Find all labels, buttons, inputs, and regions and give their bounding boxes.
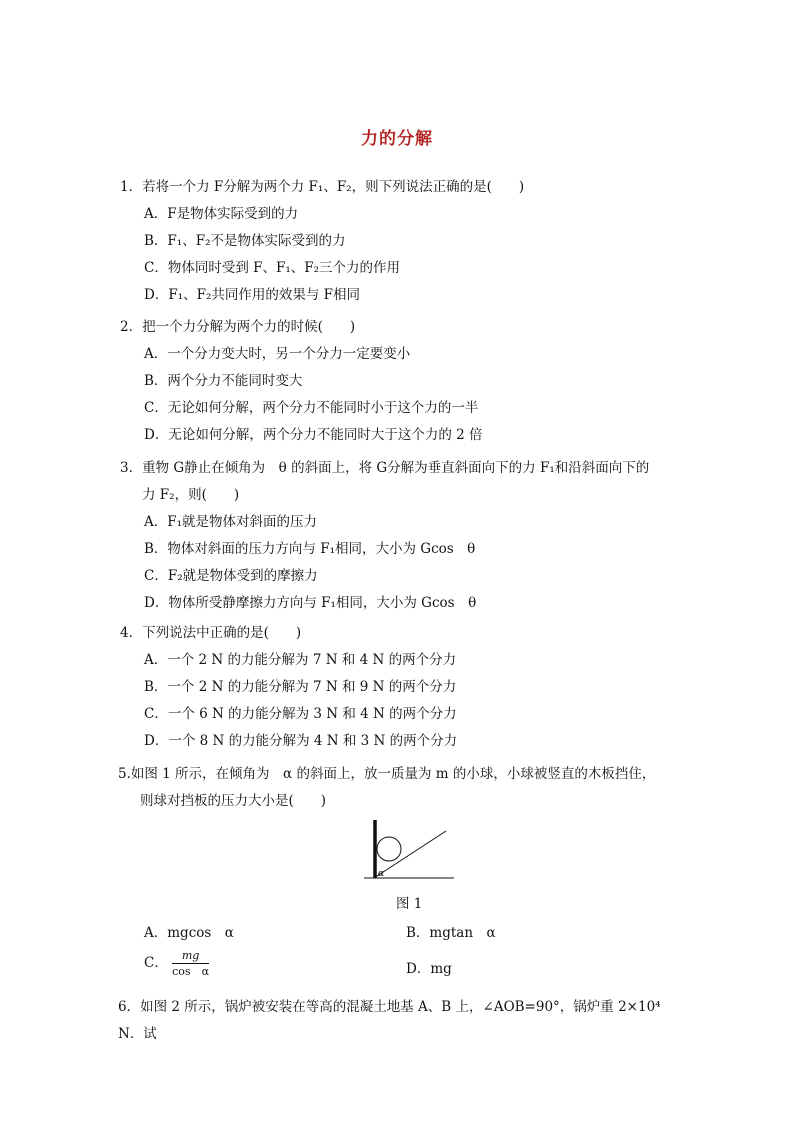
question-2	[120, 314, 680, 449]
question-6	[118, 994, 688, 1048]
question-5-option-b: B．mgtan α	[406, 925, 496, 941]
question-3-option-c: C．F₂就是物体受到的摩擦力	[144, 568, 318, 584]
ball	[377, 837, 401, 861]
question-1-option-a: A．F是物体实际受到的力	[144, 206, 299, 222]
question-3-option-d: D．物体所受静摩擦力方向与 F₁相同，大小为 Gcos θ	[144, 595, 477, 611]
question-1-option-c: C．物体同时受到 F、F₁、F₂三个力的作用	[144, 260, 401, 276]
question-5-stem-line1: 5.如图 1 所示，在倾角为 α 的斜面上，放一质量为 m 的小球，小球被竖直的木板挡住，	[118, 766, 656, 782]
question-5-option-c-fraction	[172, 948, 209, 979]
question-5-option-c	[144, 948, 209, 979]
question-2-stem: 2．把一个力分解为两个力的时候( )	[120, 319, 356, 335]
fraction-numerator: mg	[172, 948, 209, 964]
question-6-stem: 6．如图 2 所示，锅炉被安装在等高的混凝土地基 A、B 上，∠AOB=90°，锅炉重 2×10⁴ N．试	[118, 999, 661, 1042]
question-5-option-d: D．mg	[406, 961, 452, 977]
figure-1-caption: 图 1	[396, 896, 423, 912]
question-3-option-a: A．F₁就是物体对斜面的压力	[144, 514, 318, 530]
question-2-option-d: D．无论如何分解，两个分力不能同时大于这个力的 2 倍	[144, 427, 483, 443]
question-3-stem-line1: 3．重物 G静止在倾角为 θ 的斜面上，将 G分解为垂直斜面向下的力 F₁和沿斜面向下的	[120, 460, 650, 476]
question-3-stem	[120, 455, 680, 509]
question-5	[118, 761, 678, 815]
question-1	[120, 174, 680, 309]
question-5-stem	[118, 761, 678, 815]
question-1-option-d: D．F₁、F₂共同作用的效果与 F相同	[144, 287, 361, 303]
question-4-stem: 4．下列说法中正确的是( )	[120, 625, 302, 641]
page-title: 力的分解	[361, 129, 433, 149]
question-4-option-c: C．一个 6 N 的力能分解为 3 N 和 4 N 的两个分力	[144, 706, 457, 722]
question-3-option-b: B．物体对斜面的压力方向与 F₁相同，大小为 Gcos θ	[144, 541, 476, 557]
question-4	[120, 620, 680, 755]
question-5-option-c-prefix: C．	[144, 955, 168, 971]
question-2-option-b: B．两个分力不能同时变大	[144, 373, 303, 389]
fraction-denominator: cos α	[172, 965, 209, 978]
question-5-stem-line2: 则球对挡板的压力大小是( )	[140, 793, 327, 809]
question-1-option-b: B．F₁、F₂不是物体实际受到的力	[144, 233, 346, 249]
question-4-option-d: D．一个 8 N 的力能分解为 4 N 和 3 N 的两个分力	[144, 733, 458, 749]
question-3	[120, 455, 680, 617]
question-4-option-b: B．一个 2 N 的力能分解为 7 N 和 9 N 的两个分力	[144, 679, 457, 695]
question-3-stem-line2: 力 F₂，则( )	[142, 487, 240, 503]
question-2-option-c: C．无论如何分解，两个分力不能同时小于这个力的一半	[144, 400, 479, 416]
question-4-option-a: A．一个 2 N 的力能分解为 7 N 和 4 N 的两个分力	[144, 652, 457, 668]
figure-1-incline-diagram	[362, 818, 458, 882]
question-2-option-a: A．一个分力变大时，另一个分力一定要变小	[144, 346, 411, 362]
angle-label: α	[378, 869, 385, 879]
question-1-stem: 1．若将一个力 F分解为两个力 F₁、F₂，则下列说法正确的是( )	[120, 179, 525, 195]
question-5-option-a: A．mgcos α	[144, 925, 234, 941]
